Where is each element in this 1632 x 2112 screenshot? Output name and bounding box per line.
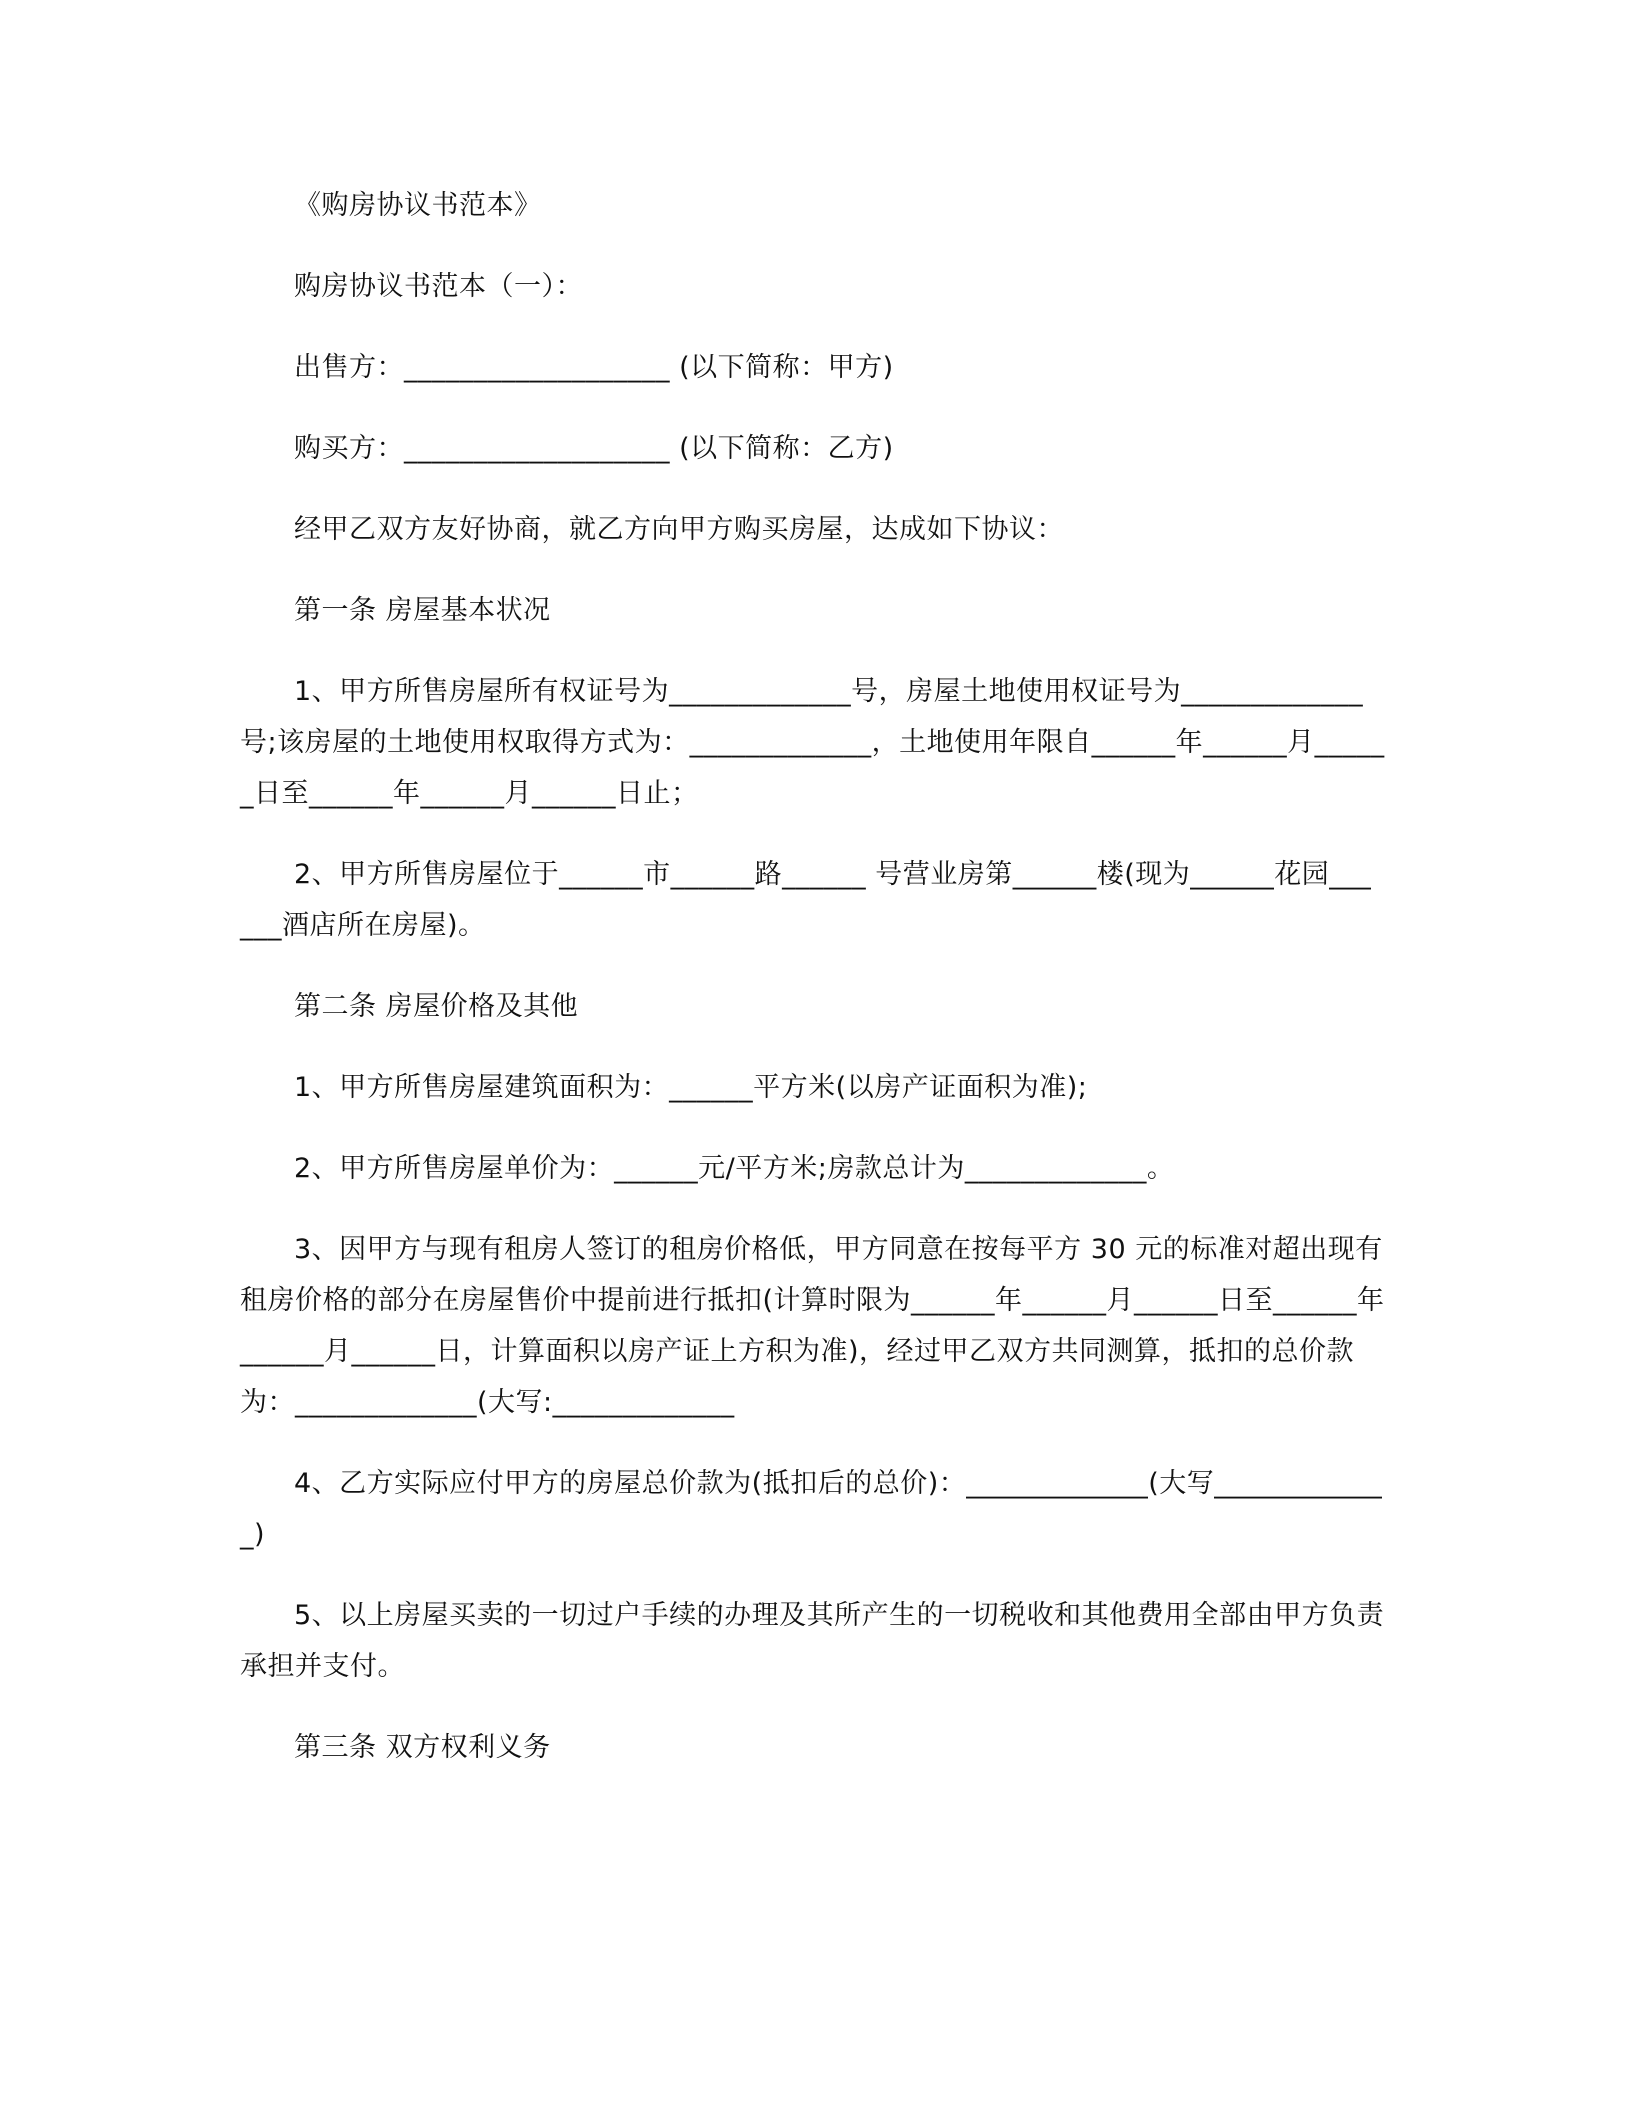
article2-item2: 2、甲方所售房屋单价为：______元/平方米;房款总计为_____________。: [294, 1153, 1175, 1184]
article3-heading: 第三条 双方权利义务: [294, 1732, 551, 1763]
article2-item1: 1、甲方所售房屋建筑面积为：______平方米(以房产证面积为准);: [294, 1072, 1088, 1103]
article2-item4: 4、乙方实际应付甲方的房屋总价款为(抵扣后的总价)：_____________(大写_____________): [240, 1468, 1383, 1550]
article1-item1: 1、甲方所售房屋所有权证号为_____________号，房屋土地使用权证号为_____________号;该房屋的土地使用权取得方式为：_____________，土地使用年限自______年______月______日至______年______月______日止；: [240, 676, 1385, 809]
article2-item3: 3、因甲方与现有租房人签订的租房价格低，甲方同意在按每平方 30 元的标准对超出现有租房价格的部分在房屋售价中提前进行抵扣(计算时限为______年______月______日至______年______月______日，计算面积以房产证上方积为准)，经过甲乙双方共同测算，抵扣的总价款为：_____________(大写:_____________: [240, 1234, 1385, 1418]
preamble: 经甲乙双方友好协商，就乙方向甲方购买房屋，达成如下协议：: [294, 514, 1064, 545]
article1-heading: 第一条 房屋基本状况: [294, 595, 551, 626]
buyer-line: 购买方：___________________ (以下简称：乙方): [294, 433, 894, 464]
article2-heading: 第二条 房屋价格及其他: [294, 991, 579, 1022]
seller-line: 出售方：___________________ (以下简称：甲方): [294, 352, 894, 383]
document-body: [240, 180, 1385, 1803]
article1-item2: 2、甲方所售房屋位于______市______路______ 号营业房第______楼(现为______花园______酒店所在房屋)。: [240, 859, 1372, 941]
document-subtitle: 购房协议书范本（一）：: [294, 271, 583, 302]
document-title: 《购房协议书范本》: [294, 190, 542, 221]
article2-item5: 5、以上房屋买卖的一切过户手续的办理及其所产生的一切税收和其他费用全部由甲方负责承担并支付。: [240, 1600, 1385, 1682]
